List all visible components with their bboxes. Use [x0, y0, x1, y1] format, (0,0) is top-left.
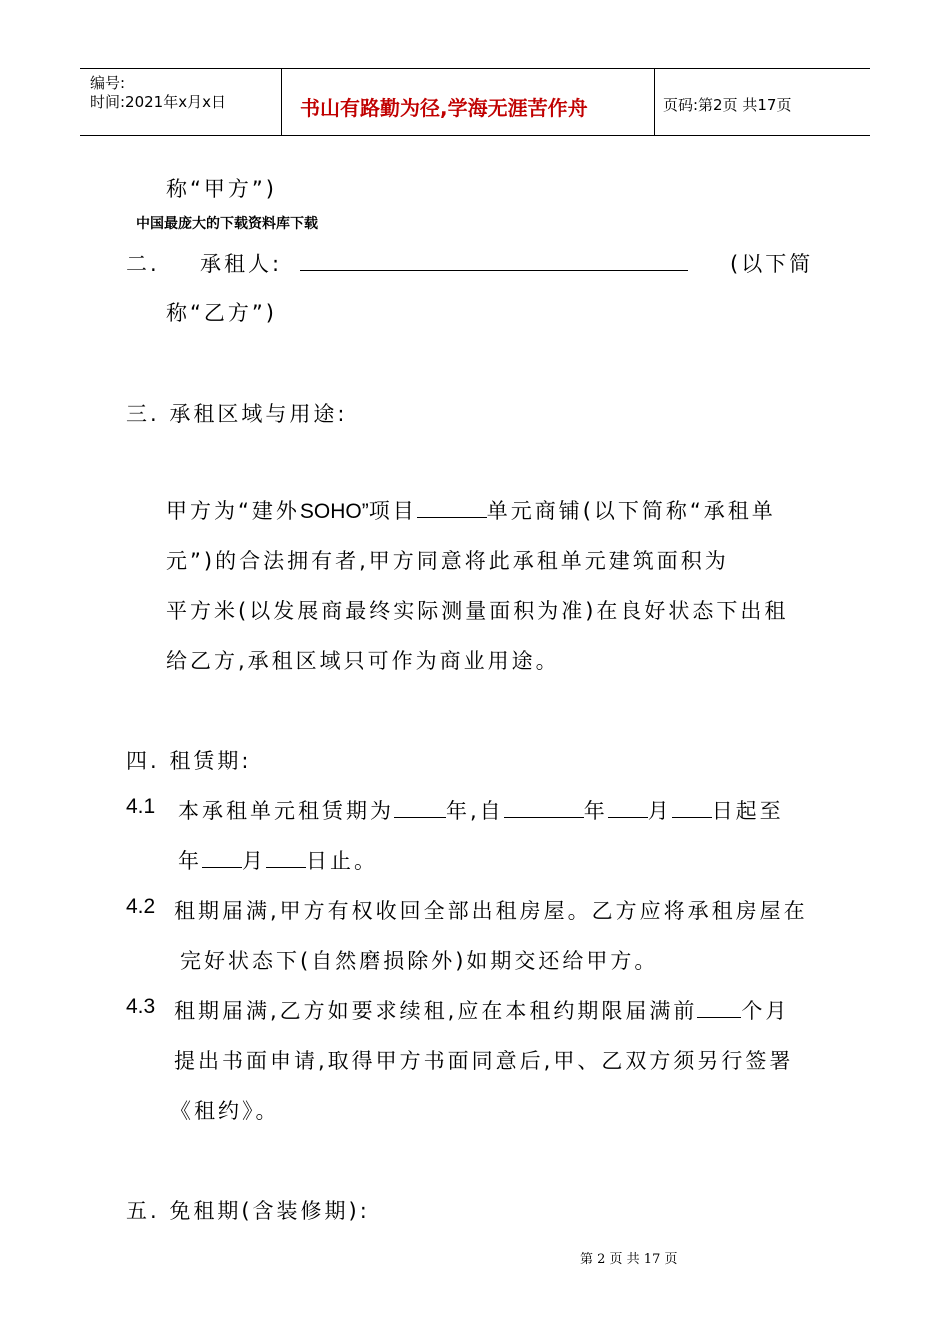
start-day-blank: [672, 797, 712, 818]
start-month-blank: [608, 797, 648, 818]
header-divider-right: [654, 68, 655, 136]
header-motto: 书山有路勤为径,学海无涯苦作舟: [300, 96, 588, 120]
clause-4-3-number: 4.3: [126, 995, 156, 1018]
jiafang-line-end: 称“甲方”): [166, 177, 277, 201]
clause-4-1-line-2: [178, 845, 378, 875]
section-2-label: 承租人:: [200, 252, 283, 276]
c41-d: 月: [647, 799, 672, 823]
unit-blank: [417, 497, 487, 518]
c41-a: 本承租单元租赁期为: [178, 799, 394, 823]
section-4-title: 四. 租赁期:: [126, 749, 252, 773]
c41-c: 年: [583, 799, 608, 823]
c41-l2-b: 月: [242, 849, 266, 873]
c41-l2-c: 日止。: [306, 849, 378, 873]
sec3-soho: SOHO”: [299, 500, 369, 523]
section-3-paragraph-line-4: 给乙方,承租区域只可作为商业用途。: [166, 649, 560, 673]
section-3-paragraph-line-1: [166, 495, 776, 525]
page-info: 页码:第2页 共17页: [663, 96, 792, 114]
section-5-title: 五. 免租期(含装修期):: [126, 1199, 370, 1223]
clause-4-1-line-1: [178, 795, 784, 825]
c41-l2-a: 年: [178, 849, 202, 873]
header-bottom-border: [80, 135, 870, 136]
notice-months-blank: [697, 997, 741, 1018]
download-note: 中国最庞大的下载资料库下载: [136, 216, 318, 232]
c41-e: 日起至: [711, 799, 784, 823]
c43-a: 租期届满,乙方如要求续租,应在本租约期限届满前: [174, 999, 698, 1023]
lessee-blank-line: [300, 270, 688, 271]
yifang-line: 称“乙方”): [166, 301, 277, 325]
footer-page-number: 第 2 页 共 17 页: [580, 1252, 678, 1267]
clause-4-3-line-1: [174, 995, 789, 1025]
header-top-border: [80, 68, 870, 69]
sec3-text-a: 甲方为“建外: [166, 499, 300, 523]
clause-4-2-number: 4.2: [126, 895, 156, 918]
end-day-blank: [266, 847, 306, 868]
clause-4-2-line-2: 完好状态下(自然磨损除外)如期交还给甲方。: [180, 949, 659, 973]
section-3-title: 三. 承租区域与用途:: [126, 402, 348, 426]
clause-4-2-line-1: 租期届满,甲方有权收回全部出租房屋。乙方应将承租房屋在: [174, 899, 808, 923]
time-label: 时间:2021年x月x日: [90, 93, 226, 111]
section-2-tail: (以下简: [730, 252, 814, 276]
sec3-text-b: 项目: [368, 499, 417, 523]
serial-label: 编号:: [90, 74, 126, 92]
term-years-blank: [394, 797, 446, 818]
sec3-text-c: 单元商铺(以下简称“承租单: [486, 499, 776, 523]
section-2-number: 二.: [126, 252, 160, 276]
end-month-blank: [202, 847, 242, 868]
c43-b: 个月: [741, 999, 790, 1023]
clause-4-1-number: 4.1: [126, 795, 156, 818]
clause-4-3-line-3: 《租约》。: [170, 1099, 280, 1123]
header-divider-left: [281, 68, 282, 136]
c41-b: 年,自: [446, 799, 504, 823]
clause-4-3-line-2: 提出书面申请,取得甲方书面同意后,甲、乙双方须另行签署: [174, 1049, 794, 1073]
section-3-paragraph-line-2: 元”)的合法拥有者,甲方同意将此承租单元建筑面积为: [166, 549, 729, 573]
section-3-paragraph-line-3: 平方米(以发展商最终实际测量面积为准)在良好状态下出租: [166, 599, 789, 623]
start-year-blank: [504, 797, 584, 818]
